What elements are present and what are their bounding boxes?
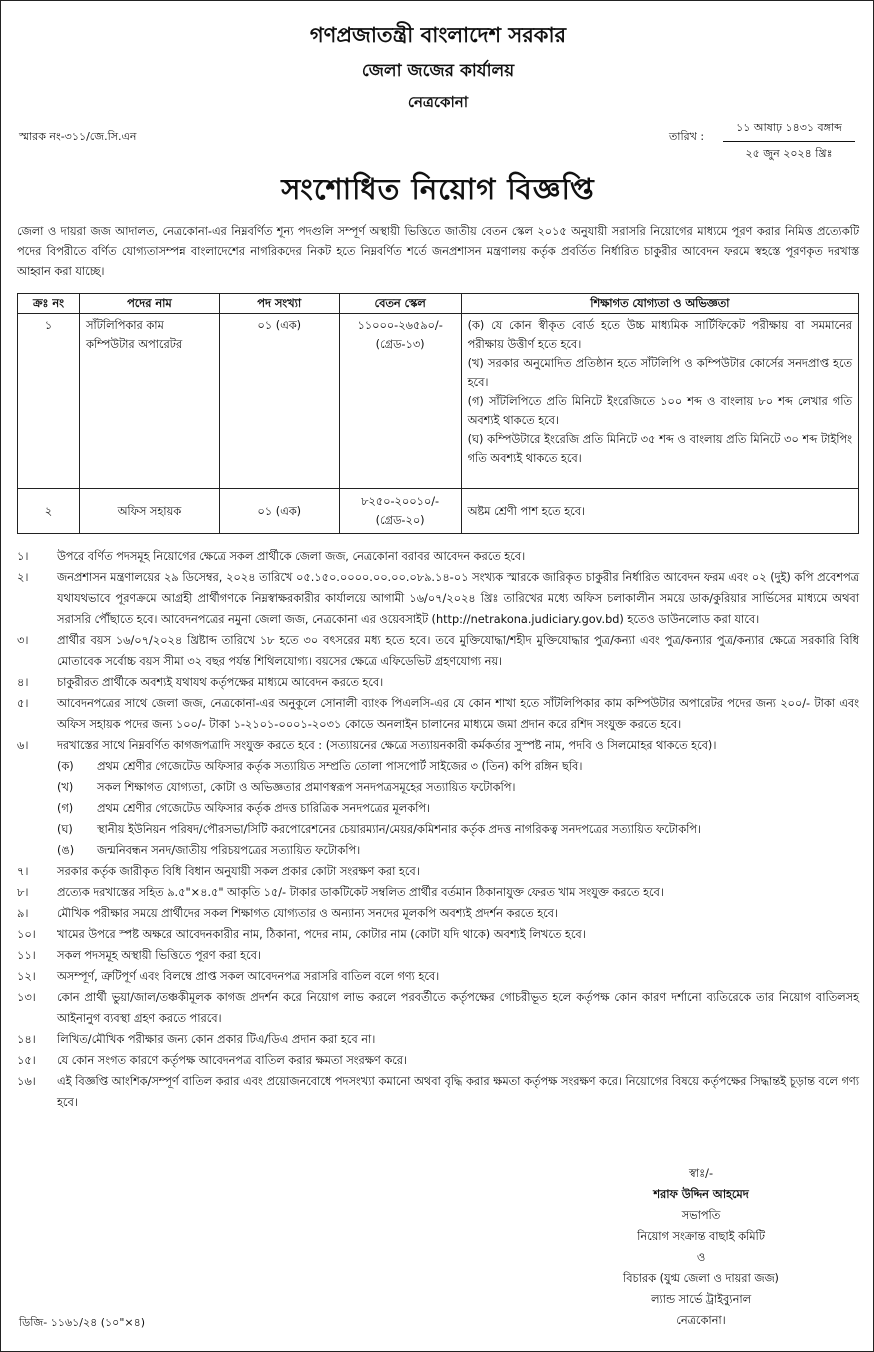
item-number: ১৬।	[17, 1075, 36, 1088]
sub-item	[17, 777, 859, 798]
item-number: ১৫।	[17, 1054, 36, 1067]
item-number: ৫।	[17, 697, 29, 710]
header-post-count: পদ সংখ্যা	[219, 294, 339, 314]
row-pay-scale	[339, 314, 461, 489]
sub-item-text: প্রথম শ্রেণীর গেজেটেড অফিসার কর্তৃক প্রদত্ত চারিত্রিক সনদপত্রের মূলকপি।	[97, 802, 431, 815]
list-item	[17, 1071, 859, 1113]
list-item	[17, 567, 859, 630]
item-number: ৩।	[17, 634, 29, 647]
item-number: ১২।	[17, 970, 36, 983]
header-serial: ক্রঃ নং	[18, 294, 80, 314]
intro-paragraph: জেলা ও দায়রা জজ আদালত, নেত্রকোনা-এর নিম্নবর্ণিত শূন্য পদগুলি সম্পূর্ণ অস্থায়ী ভিত্তিতে জাতীয় বেতন স্কেল ২০১৫ অনুযায়ী সরাসরি নিয়োগের মাধ্যমে পূরণ করার নিমিত্ত প্রত্যেকটি পদের বিপরীতে বর্ণিত যোগ্যতাসম্পন্ন বাংলাদেশের নাগরিকদের নিকট হতে নিম্নবর্ণিত শর্তে জনপ্রশাসন মন্ত্রণালয় কর্তৃক প্রবর্তিত নির্ধারিত চাকুরীর আবেদন ফরমে স্বহস্তে পূরণকৃত দরখাস্ত আহ্বান করা যাচ্ছে।	[17, 225, 859, 278]
list-item	[17, 546, 859, 567]
signatory-designation: বিচারক (যুগ্ম জেলা ও দায়রা জজ)	[623, 1272, 779, 1285]
item-text: আবেদনপত্রের সাথে জেলা জজ, নেত্রকোনা-এর অনুকূলে সোনালী ব্যাংক পিএলসি-এর যে কোন শাখা হতে সাঁটলিপিকার কাম কম্পিউটার অপারেটর পদের জন্য ২০০/- টাকা এবং অফিস সহায়ক পদের জন্য ১০০/- টাকা ১-২১০১-০০০১-২০৩১ কোডে অনলাইন চালানের মাধ্যমে জমা প্রদান করে রশিদ সংযুক্ত করতে হবে।	[57, 697, 859, 731]
list-item	[17, 966, 859, 987]
item-text: প্রার্থীর বয়স ১৬/০৭/২০২৪ খ্রিষ্টাব্দ তারিখে ১৮ হতে ৩০ বৎসরের মধ্য হতে হবে। তবে মুক্তিযোদ্ধা/শহীদ মুক্তিযোদ্ধার পুত্র/কন্যা এবং পুত্র/কন্যার পুত্র/কন্যার ক্ষেত্রে সরকারি বিধি মোতাবেক সর্বোচ্চ বয়স সীমা ৩২ বছর পর্যন্ত শিথিলযোগ্য। বয়সের ক্ষেত্রে এফিডেভিট গ্রহণযোগ্য নয়।	[57, 634, 859, 668]
item-text: মৌখিক পরীক্ষার সময়ে প্রার্থীদের সকল শিক্ষাগত যোগ্যতার ও অন্যান্য সনদের মূলকপি অবশ্যই প্রদর্শন করতে হবে।	[57, 907, 559, 920]
item-text: খামের উপরে স্পষ্ট অক্ষরে আবেদনকারীর নাম, ঠিকানা, পদের নাম, কোটার নাম (কোটা যদি থাকে) অবশ্যই লিখতে হবে।	[57, 928, 586, 941]
office-heading: জেলা জজের কার্যালয়	[361, 61, 515, 81]
item-number: ১।	[17, 550, 29, 563]
list-item	[17, 903, 859, 924]
posts-table	[17, 293, 859, 534]
signatory-location: নেত্রকোনা।	[676, 1314, 726, 1327]
item-number: ২।	[17, 571, 29, 584]
item-number: ৪।	[17, 676, 29, 689]
list-item	[17, 987, 859, 1029]
list-item	[17, 945, 859, 966]
government-heading: গণপ্রজাতন্ত্রী বাংলাদেশ সরকার	[309, 23, 567, 47]
sub-item-text: জন্মনিবন্ধন সনদ/জাতীয় পরিচয়পত্রের সত্যায়িত ফটোকপি।	[97, 844, 361, 857]
list-item	[17, 693, 859, 735]
date-bangla: ১১ আষাঢ় ১৪৩১ বঙ্গাব্দ	[723, 119, 855, 142]
signatory-committee: নিয়োগ সংক্রান্ত বাছাই কমিটি	[637, 1230, 765, 1243]
memo-number: স্মারক নং-৩১১/জে.সি.এন	[19, 130, 137, 143]
row-qualification	[461, 489, 858, 534]
item-text: চাকুরীরত প্রার্থীকে অবশ্যই যথাযথ কর্তৃপক্ষের মাধ্যমে আবেদন করতে হবে।	[57, 676, 384, 689]
item-number: ৮।	[17, 886, 29, 899]
list-item	[17, 882, 859, 903]
row-post-count: ০১ (এক)	[219, 489, 339, 534]
item-text: এই বিজ্ঞপ্তি আংশিক/সম্পূর্ণ বাতিল করার এবং প্রয়োজনবোধে পদসংখ্যা কমানো অথবা বৃদ্ধি করার ক্ষমতা কর্তৃপক্ষ সংরক্ষণ করে। নিয়োগের বিষয়ে কর্তৃপক্ষের সিদ্ধান্তই চূড়ান্ত বলে গণ্য হবে।	[57, 1075, 859, 1109]
qualification-item: অষ্টম শ্রেণী পাশ হতে হবে।	[467, 504, 586, 518]
pay-grade: (গ্রেড-১৩)	[375, 338, 425, 351]
list-item	[17, 1029, 859, 1050]
item-text: প্রত্যেক দরখাস্তের সহিত ৯.৫"×৪.৫" আকৃতি ১৫/- টাকার ডাকটিকেট সম্বলিত প্রার্থীর বর্তমান ঠিকানাযুক্ত ফেরত খাম সংযুক্ত করতে হবে।	[57, 886, 664, 899]
row-post-count: ০১ (এক)	[219, 314, 339, 489]
list-item	[17, 630, 859, 672]
date-label: তারিখ :	[669, 130, 705, 143]
list-item	[17, 1050, 859, 1071]
qualification-item: (গ) সাঁটলিপিতে প্রতি মিনিটে ইংরেজিতে ১০০ শব্দ ও বাংলায় ৮০ শব্দ লেখার গতি অবশ্যই থাকতে হবে।	[467, 395, 852, 427]
table-header-row	[18, 294, 859, 314]
header-post-name: পদের নাম	[79, 294, 219, 314]
pay-scale-range: ১১০০০-২৬৫৯০/-	[357, 319, 443, 332]
sub-item	[17, 840, 859, 861]
sub-item-number: (ঙ)	[57, 844, 75, 857]
item-text: দরখাস্তের সাথে নিম্নবর্ণিত কাগজপত্রাদি সংযুক্ত করতে হবে : (সত্যায়নের ক্ষেত্রে সত্যায়নকারী কর্মকর্তার সুস্পষ্ট নাম, পদবি ও সিলমোহর থাকতে হবে)।	[57, 739, 717, 752]
item-text: লিখিত/মৌখিক পরীক্ষার জন্য কোন প্রকার টিএ/ডিএ প্রদান করা হবে না।	[57, 1033, 376, 1046]
sub-item	[17, 756, 859, 777]
signature-block	[561, 1163, 841, 1331]
item-number: ১০।	[17, 928, 36, 941]
row-serial: ১	[18, 314, 80, 489]
item-text: যে কোন সংগত কারণে কর্তৃপক্ষ আবেদনপত্র বাতিল করার ক্ষমতা সংরক্ষণ করে।	[57, 1054, 408, 1067]
item-text: উপরে বর্ণিত পদসমূহ নিয়োগের ক্ষেত্রে সকল প্রার্থীকে জেলা জজ, নেত্রকোনা বরাবর আবেদন করতে হবে।	[57, 550, 526, 563]
sub-item	[17, 819, 859, 840]
notice-title: সংশোধিত নিয়োগ বিজ্ঞপ্তি	[281, 172, 595, 206]
conditions-list	[17, 546, 859, 1113]
item-text: সরকার কর্তৃক জারীকৃত বিধি বিধান অনুযায়ী সকল প্রকার কোটা সংরক্ষণ করা হবে।	[57, 865, 420, 878]
sub-item-number: (ক)	[57, 760, 74, 773]
pay-scale-range: ৮২৫০-২০০১০/-	[361, 495, 440, 508]
list-item	[17, 924, 859, 945]
item-number: ৯।	[17, 907, 29, 920]
qualification-item: (ক) যে কোন স্বীকৃত বোর্ড হতে উচ্চ মাধ্যমিক সার্টিফিকেট পরীক্ষায় বা সমমানের পরীক্ষায় উত্তীর্ণ হতে হবে।	[467, 319, 852, 351]
signatory-and: ও	[696, 1251, 706, 1264]
header-qualification: শিক্ষাগত যোগ্যতা ও অভিজ্ঞতা	[461, 294, 858, 314]
row-post-name: অফিস সহায়ক	[79, 489, 219, 534]
list-item	[17, 672, 859, 693]
date-english: ২৫ জুন ২০২৪ খ্রিঃ	[745, 147, 833, 160]
item-number: ১৩।	[17, 991, 36, 1004]
item-text: কোন প্রার্থী ভুয়া/জাল/তঞ্চকীমূলক কাগজ প্রদর্শন করে নিয়োগ লাভ করলে পরবর্তীতে কর্তৃপক্ষের গোচরীভূত হলে কর্তৃপক্ষ কোন কারণ দর্শানো ব্যতিরেকে তার নিয়োগ বাতিলসহ আইনানুগ ব্যবস্থা গ্রহণ করতে পারবে।	[57, 991, 859, 1025]
qualification-item: (খ) সরকার অনুমোদিত প্রতিষ্ঠান হতে সাঁটলিপি ও কম্পিউটার কোর্সের সনদপ্রাপ্ত হতে হবে।	[467, 357, 852, 389]
row-pay-scale	[339, 489, 461, 534]
sub-item-number: (গ)	[57, 802, 74, 815]
qualification-item: (ঘ) কম্পিউটারে ইংরেজি প্রতি মিনিটে ৩৫ শব্দ ও বাংলায় প্রতি মিনিটে ৩০ শব্দ টাইপিং গতি অবশ্যই থাকতে হবে।	[467, 433, 852, 465]
date-block	[723, 119, 855, 164]
item-number: ১১।	[17, 949, 36, 962]
row-post-name: সাঁটলিপিকার কাম কম্পিউটার অপারেটর	[79, 314, 219, 489]
sub-item-text: প্রথম শ্রেণীর গেজেটেড অফিসার কর্তৃক সত্যায়িত সম্প্রতি তোলা পাসপোর্ট সাইজের ৩ (তিন) কপি রঙ্গিন ছবি।	[97, 760, 583, 773]
sub-item-text: স্থানীয় ইউনিয়ন পরিষদ/পৌরসভা/সিটি করপোরেশনের চেয়ারম্যান/মেয়র/কমিশনার কর্তৃক প্রদত্ত নাগরিকত্ব সনদপত্রের সত্যায়িত ফটোকপি।	[97, 823, 702, 836]
signatory-tribunal: ল্যান্ড সার্ভে ট্রাইব্যুনাল	[650, 1293, 752, 1306]
item-text: অসম্পূর্ণ, ত্রুটিপূর্ণ এবং বিলম্বে প্রাপ্ত সকল আবেদনপত্র সরাসরি বাতিল বলে গণ্য হবে।	[57, 970, 440, 983]
header-pay-scale: বেতন স্কেল	[339, 294, 461, 314]
item-number: ১৪।	[17, 1033, 36, 1046]
signatory-name: শরাফ উদ্দিন আহমেদ	[653, 1188, 749, 1201]
table-row	[18, 489, 859, 534]
sub-item	[17, 798, 859, 819]
item-number: ৬।	[17, 739, 29, 752]
district-heading: নেত্রকোনা	[407, 93, 469, 111]
row-serial: ২	[18, 489, 80, 534]
sub-item-text: সকল শিক্ষাগত যোগ্যতা, কোটা ও অভিজ্ঞতার প্রমাণস্বরূপ সনদপত্রসমূহের সত্যায়িত ফটোকপি।	[97, 781, 516, 794]
sub-item-number: (ঘ)	[57, 823, 73, 836]
item-text: জনপ্রশাসন মন্ত্রণালয়ের ২৯ ডিসেম্বর, ২০২৪ তারিখে ০৫.১৫০.০০০০.০০.০০.০৮৯.১৪-০১ সংখ্যক স্মারকে জারিকৃত চাকুরীর নির্ধারিত আবেদন ফরম এবং ০২ (দুই) কপি প্রবেশপত্র যথাযথভাবে পূরণক্রমে আগ্রহী প্রার্থীগণকে নিম্নস্বাক্ষরকারীর কার্যালয়ে আগামী ১৬/০৭/২০২৪ খ্রিঃ তারিখের মধ্যে অফিস চলাকালীন সময়ে ডাক/কুরিয়ার সার্ভিসের মাধ্যমে অথবা সরাসরি পৌঁছাতে হবে। আবেদনপত্রের নমুনা জেলা জজ, নেত্রকোনা এর ওয়েবসাইট (http://netrakona.judiciary.gov.bd) হতেও ডাউনলোড করা যাবে।	[57, 571, 859, 626]
list-item	[17, 735, 859, 756]
pay-grade: (গ্রেড-২০)	[375, 514, 425, 527]
item-number: ৭।	[17, 865, 29, 878]
sub-item-number: (খ)	[57, 781, 74, 794]
list-item	[17, 861, 859, 882]
footer-code: ডিজি- ১১৬১/২৪ (১০"×৪)	[19, 1316, 146, 1329]
signature-mark: স্বাঃ/-	[688, 1167, 714, 1180]
table-row	[18, 314, 859, 489]
row-qualification	[461, 314, 858, 489]
signatory-role: সভাপতি	[681, 1209, 721, 1222]
item-text: সকল পদসমূহ অস্থায়ী ভিত্তিতে পূরণ করা হবে।	[57, 949, 261, 962]
